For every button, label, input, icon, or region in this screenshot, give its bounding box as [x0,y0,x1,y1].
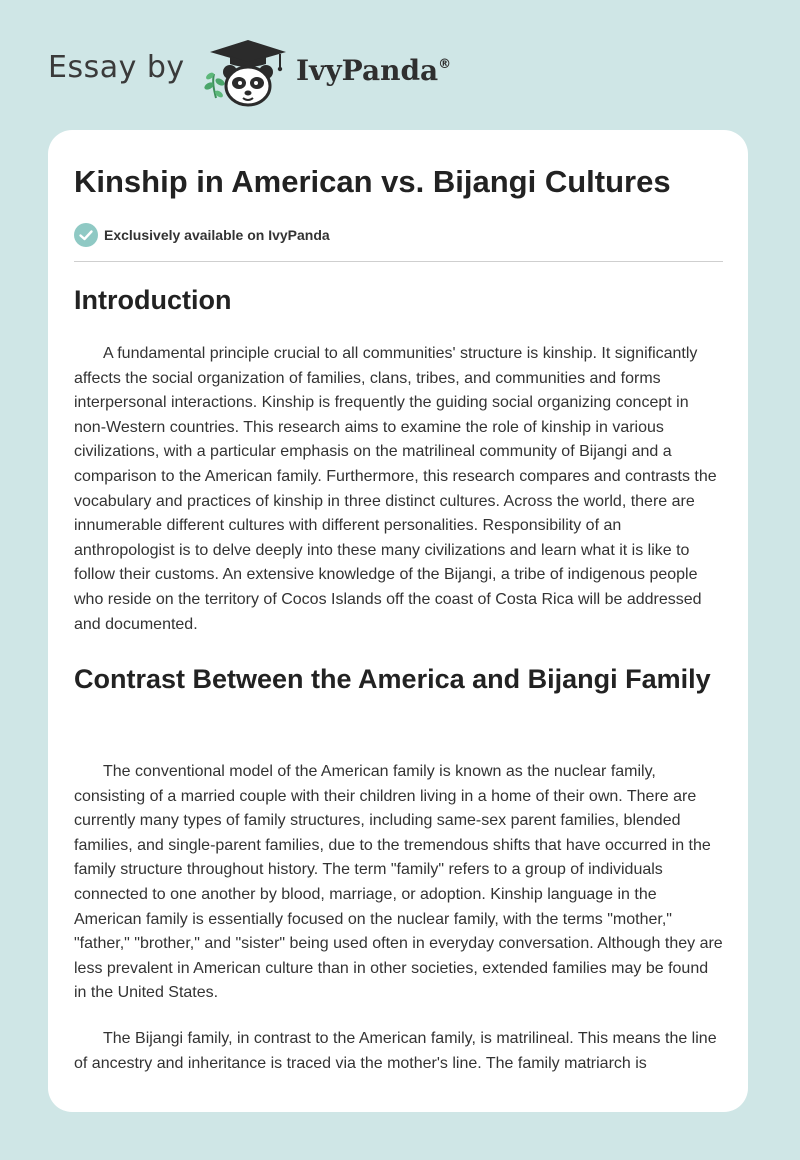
badge-text: Exclusively available on IvyPanda [104,227,330,243]
site-header [0,0,800,130]
divider [74,261,723,262]
section-heading-introduction: Introduction [74,285,232,315]
check-circle-icon [74,223,98,247]
panda-face-icon [223,65,273,105]
page-title: Kinship in American vs. Bijangi Cultures [74,164,671,199]
exclusive-badge [74,222,330,248]
paragraph: A fundamental principle crucial to all communities' structure is kinship. It significantly affects the social organization of families, clans, tribes, and communities and forms interpersonal interactions. Kinship is frequently the guiding social organizing concept in non-Western countries. This research aims to examine the role of kinship in various civilizations, with a particular emphasis on the matrilineal community of Bijangi and a comparison to the American family. Furthermore, this research compares and contrasts the vocabulary and practices of kinship in three distinct cultures. Across the world, there are innumerable different cultures with different personalities. Responsibility of an anthropologist is to delve deeply into these many civilizations and learn what it is like to follow their customs. An extensive knowledge of the Bijangi, a tribe of indigenous people who reside on the territory of Cocos Islands off the coast of Costa Rica will be addressed and documented. [74,345,717,633]
brand-name-text: IvyPanda [296,54,439,87]
section-heading-contrast: Contrast Between the America and Bijangi Family [74,664,711,694]
paragraph: The Bijangi family, in contrast to the American family, is matrilineal. This means the line of ancestry and inheritance is traced via the mother's line. The family matriarch is [74,1030,717,1072]
leaf-icon [203,71,226,98]
brand-prefix: Essay by [48,50,185,85]
registered-mark: ® [438,56,452,72]
panda-logo-icon[interactable] [200,36,292,108]
article-card [48,130,748,1112]
paragraph: The conventional model of the American family is known as the nuclear family, consisting of a married couple with their children living in a home of their own. There are currently many types of family structures, including same-sex parent families, blended families, and single-parent families, due to the tremendous shifts that have occurred in the family structure throughout history. The term "family" refers to a group of individuals connected to one another by blood, marriage, or adoption. Kinship language in the American family is essentially focused on the nuclear family, with the terms "mother," "father," "brother," and "sister" being used often in everyday conversation. Although they are less prevalent in American culture than in other societies, extended families may be found in the United States. [74,763,723,1002]
brand-name[interactable] [296,54,451,87]
